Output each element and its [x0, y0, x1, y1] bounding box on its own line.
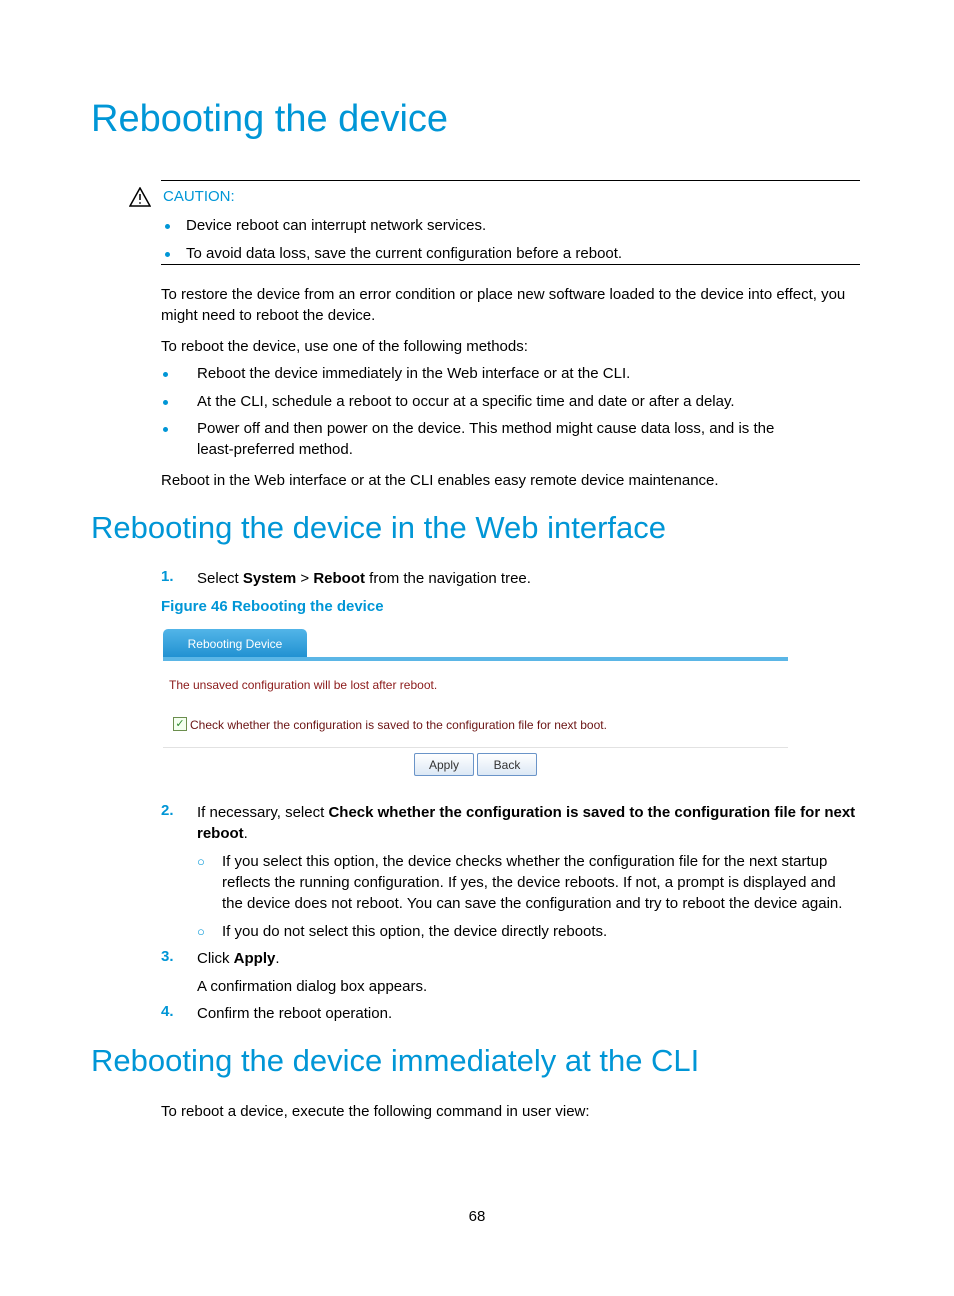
- sub-item: reflects the running configuration. If yes, the device reboots. If not, a prompt is displayed and: [222, 874, 836, 891]
- step-number: 4.: [161, 1003, 174, 1020]
- intro-paragraph: Reboot in the Web interface or at the CLI enables easy remote device maintenance.: [161, 472, 719, 489]
- intro-paragraph: To reboot the device, use one of the following methods:: [161, 338, 528, 355]
- section-heading-cli: Rebooting the device immediately at the CLI: [91, 1043, 700, 1078]
- step-text: If necessary, select: [197, 804, 329, 821]
- save-check-checkbox[interactable]: [173, 717, 187, 731]
- step-4-text: Confirm the reboot operation.: [197, 1005, 393, 1022]
- caution-bottom-rule: [161, 264, 860, 265]
- menu-system: System: [242, 570, 297, 587]
- step-text: .: [243, 825, 248, 842]
- step-text: from the navigation tree.: [365, 570, 531, 587]
- caution-label: CAUTION:: [163, 188, 235, 205]
- option-name: reboot: [197, 825, 244, 842]
- method-item: At the CLI, schedule a reboot to occur at a specific time and date or after a delay.: [197, 393, 735, 410]
- intro-paragraph: To restore the device from an error condition or place new software loaded to the device into effect, you: [161, 286, 846, 303]
- caution-icon: [129, 187, 151, 207]
- page-title: Rebooting the device: [91, 98, 449, 140]
- step-2-text-continued: [197, 823, 248, 844]
- method-item: Power off and then power on the device. This method might cause data loss, and is the: [197, 420, 775, 437]
- figure-divider: [163, 747, 788, 748]
- tab-underline: [163, 657, 788, 661]
- page-number: 68: [468, 1208, 486, 1225]
- sub-bullet-icon: ○: [197, 924, 205, 939]
- step-2-text: [197, 802, 855, 823]
- step-1-text: [197, 568, 531, 589]
- sub-item: If you select this option, the device checks whether the configuration file for the next startup: [222, 853, 828, 870]
- step-text: >: [296, 570, 314, 587]
- bullet-icon: [163, 372, 168, 377]
- sub-item: the device does not reboot. You can save the configuration and try to reboot the device again.: [222, 895, 843, 912]
- step-number: 3.: [161, 948, 174, 965]
- bullet-icon: [165, 252, 170, 257]
- step-3-note: A confirmation dialog box appears.: [197, 978, 428, 995]
- caution-item: To avoid data loss, save the current configuration before a reboot.: [186, 245, 623, 262]
- intro-paragraph: might need to reboot the device.: [161, 307, 376, 324]
- cli-paragraph: To reboot a device, execute the following command in user view:: [161, 1103, 590, 1120]
- sub-bullet-icon: ○: [197, 854, 205, 869]
- tab-rebooting-device[interactable]: Rebooting Device: [163, 629, 307, 659]
- menu-reboot: Reboot: [313, 570, 366, 587]
- step-3-text: [197, 948, 280, 969]
- bullet-icon: [165, 224, 170, 229]
- caution-item: Device reboot can interrupt network services.: [186, 217, 487, 234]
- bullet-icon: [163, 427, 168, 432]
- apply-keyword: Apply: [233, 950, 276, 967]
- save-check-label: Check whether the configuration is saved to the configuration file for next boot.: [190, 718, 607, 732]
- apply-button[interactable]: Apply: [414, 753, 474, 776]
- back-button[interactable]: Back: [477, 753, 537, 776]
- step-number: 2.: [161, 802, 174, 819]
- method-item-continued: least-preferred method.: [197, 441, 353, 458]
- caution-top-rule: [161, 180, 860, 181]
- section-heading-web: Rebooting the device in the Web interface: [91, 510, 667, 545]
- step-text: .: [275, 950, 280, 967]
- figure-caption: Figure 46 Rebooting the device: [161, 598, 384, 615]
- step-number: 1.: [161, 568, 174, 585]
- bullet-icon: [163, 400, 168, 405]
- sub-item: If you do not select this option, the device directly reboots.: [222, 923, 608, 940]
- step-text: Select: [197, 570, 243, 587]
- checkmark-icon: ✓: [175, 718, 185, 730]
- method-item: Reboot the device immediately in the Web interface or at the CLI.: [197, 365, 631, 382]
- unsaved-warning: The unsaved configuration will be lost after reboot.: [169, 678, 438, 692]
- option-name: Check whether the configuration is saved to the configuration file for next: [328, 804, 856, 821]
- step-text: Click: [197, 950, 234, 967]
